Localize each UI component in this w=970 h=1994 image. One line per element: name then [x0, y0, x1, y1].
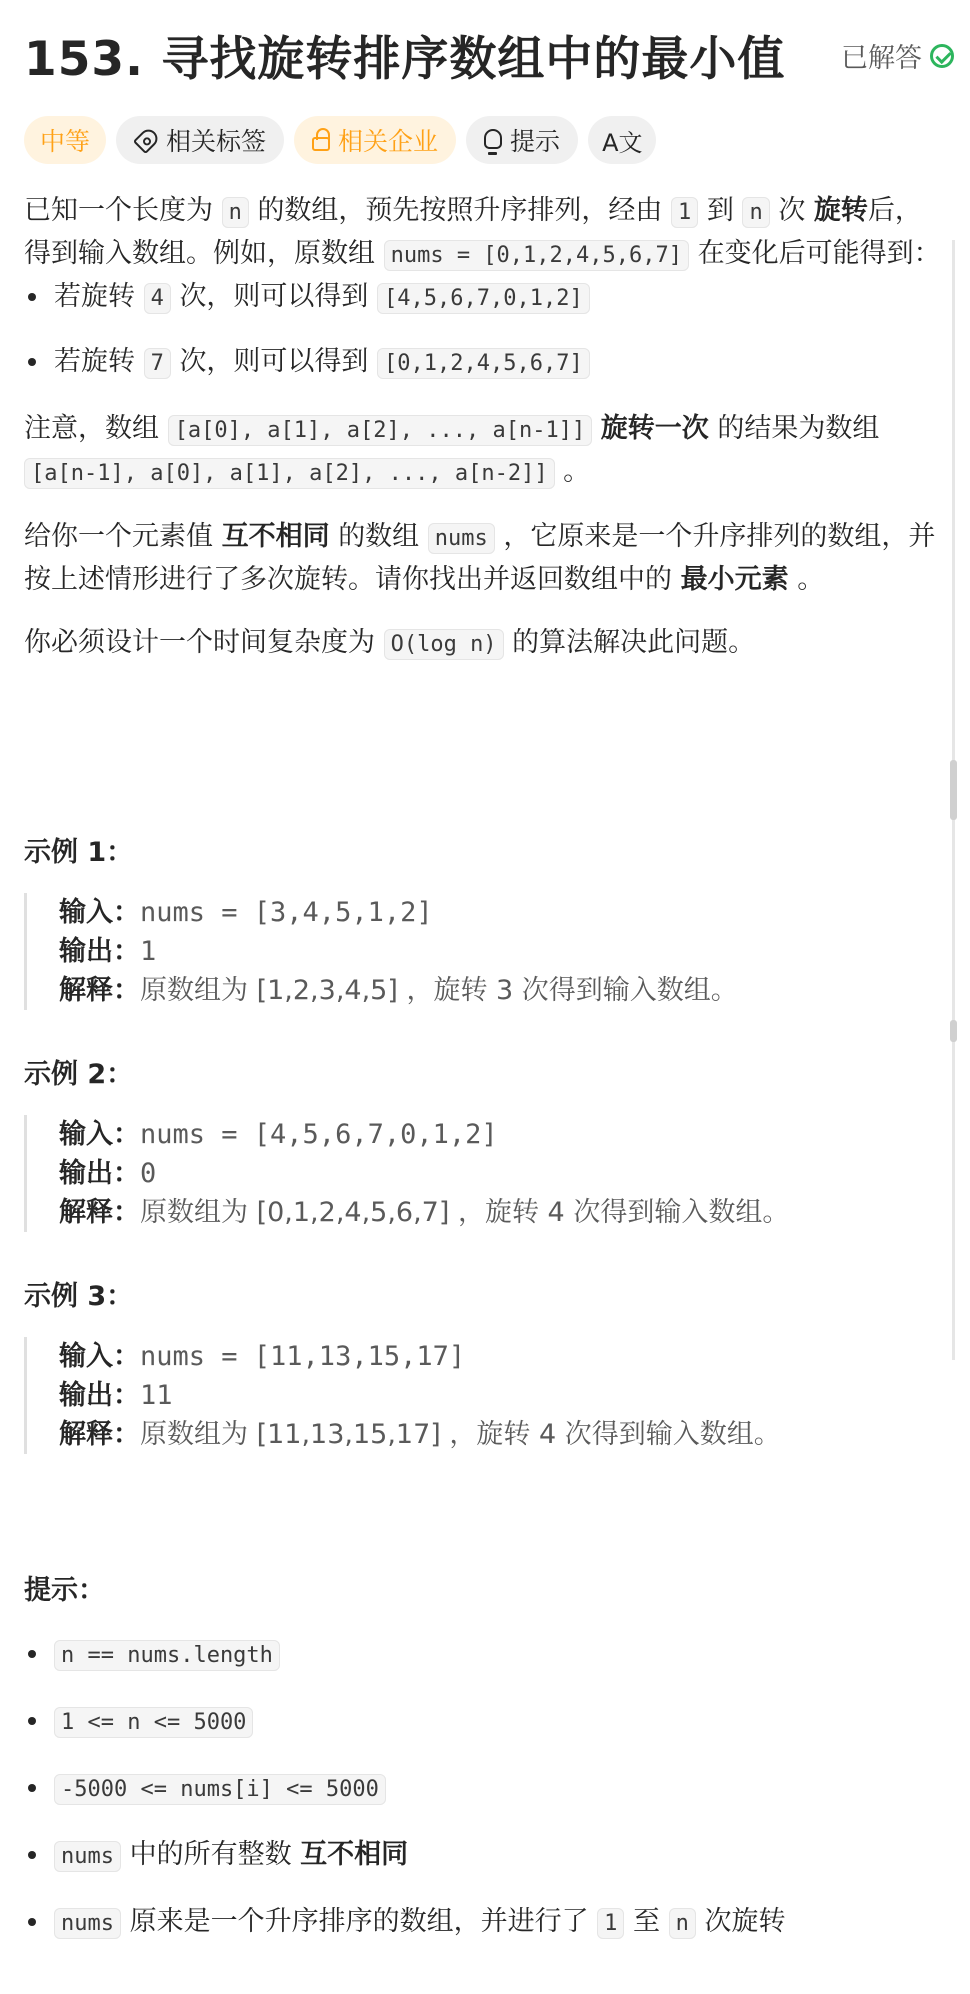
desc-paragraph-4: [24, 622, 944, 665]
text: 的数组: [338, 521, 420, 552]
title-row: [24, 22, 954, 87]
constraint-item: [24, 1700, 785, 1743]
explanation-label: 解释：: [59, 1419, 140, 1450]
code-inline: nums: [54, 1841, 121, 1872]
hint-button[interactable]: [466, 116, 578, 164]
constraints-list: [24, 1633, 785, 1968]
hint-label: 提示: [510, 127, 561, 156]
explanation-label: 解释：: [59, 975, 140, 1006]
code-inline: n: [669, 1908, 696, 1939]
tag-icon: [133, 126, 161, 154]
code-inline: nums = [0,1,2,4,5,6,7]: [384, 240, 689, 271]
text: 的数组，预先按照升序排列，经由: [257, 195, 663, 226]
input-label: 输入：: [59, 897, 140, 928]
code-inline: [a[0], a[1], a[2], ..., a[n-1]]: [168, 415, 593, 446]
constraint-item: [24, 1633, 785, 1676]
explanation-value: 原数组为 [11,13,15,17] ，旋转 4 次得到输入数组。: [140, 1419, 781, 1450]
explanation-value: 原数组为 [1,2,3,4,5] ，旋转 3 次得到输入数组。: [140, 975, 738, 1006]
list-item: [24, 276, 944, 319]
input-label: 输入：: [59, 1341, 140, 1372]
output-label: 输出：: [59, 936, 140, 967]
rotation-examples-list: [24, 276, 944, 384]
solved-status: [841, 36, 954, 75]
input-value: nums = [11,13,15,17]: [140, 1341, 466, 1372]
scrollbar-marker: [950, 1020, 957, 1042]
scrollbar-track[interactable]: [952, 240, 955, 1360]
bold-text: 最小元素: [680, 564, 789, 595]
desc-paragraph-1: [24, 190, 944, 276]
desc-paragraph-3: [24, 516, 944, 600]
text: 若旋转: [54, 281, 135, 312]
example-1-title: 示例 1：: [24, 837, 134, 868]
related-companies-label: 相关企业: [338, 127, 439, 156]
lightbulb-icon: [484, 129, 502, 149]
input-value: nums = [4,5,6,7,0,1,2]: [140, 1119, 498, 1150]
text: 中的所有整数: [129, 1839, 292, 1870]
check-circle-icon: [930, 44, 954, 68]
explanation-label: 解释：: [59, 1197, 140, 1228]
problem-title: 153. 寻找旋转排序数组中的最小值: [24, 32, 786, 87]
text: 给你一个元素值: [24, 521, 213, 552]
bold-text: 旋转一次: [600, 413, 709, 444]
code-inline: O(log n): [384, 629, 504, 660]
example-1-block: [24, 893, 738, 1010]
text: 次旋转: [704, 1906, 786, 1937]
code-inline: [a[n-1], a[0], a[1], a[2], ..., a[n-2]]: [24, 458, 555, 489]
text: 原来是一个升序排序的数组，并进行了: [129, 1906, 589, 1937]
code-inline: 1: [671, 197, 698, 228]
bold-text: 旋转: [813, 195, 868, 226]
text: 次，则可以得到: [179, 346, 369, 377]
code-inline: n: [742, 197, 769, 228]
output-value: 0: [140, 1158, 157, 1189]
related-companies-button[interactable]: [294, 116, 456, 164]
code-inline: n: [222, 197, 249, 228]
scrollbar-marker: [950, 760, 957, 820]
translate-button[interactable]: [588, 116, 656, 164]
text: 已知一个长度为: [24, 195, 213, 226]
text: 若旋转: [54, 346, 135, 377]
example-2-block: [24, 1115, 789, 1232]
text: 次: [778, 195, 806, 226]
related-tags-label: 相关标签: [166, 127, 267, 156]
code-inline: nums: [428, 523, 495, 554]
related-tags-button[interactable]: [116, 116, 284, 164]
explanation-value: 原数组为 [0,1,2,4,5,6,7] ，旋转 4 次得到输入数组。: [140, 1197, 790, 1228]
input-label: 输入：: [59, 1119, 140, 1150]
code-inline: -5000 <= nums[i] <= 5000: [54, 1774, 386, 1805]
desc-paragraph-2: [24, 408, 944, 494]
text: 。: [797, 564, 825, 595]
example-3-block: [24, 1337, 781, 1454]
bold-text: 互不相同: [300, 1839, 409, 1870]
list-item: [24, 341, 944, 384]
constraint-item: [24, 1767, 785, 1810]
text: 的结果为数组: [717, 413, 880, 444]
example-2-title: 示例 2：: [24, 1059, 134, 1090]
output-label: 输出：: [59, 1158, 140, 1189]
tag-bar: [24, 116, 656, 164]
text: 次，则可以得到: [179, 281, 369, 312]
code-inline: [0,1,2,4,5,6,7]: [377, 348, 590, 379]
code-inline: 1 <= n <= 5000: [54, 1707, 253, 1738]
code-inline: nums: [54, 1908, 121, 1939]
text: 在变化后可能得到：: [697, 238, 941, 269]
output-value: 11: [140, 1380, 173, 1411]
example-3-title: 示例 3：: [24, 1281, 134, 1312]
text: 到: [706, 195, 734, 226]
text: 的算法解决此问题。: [512, 627, 756, 658]
code-inline: 7: [144, 348, 171, 379]
code-inline: [4,5,6,7,0,1,2]: [377, 283, 590, 314]
code-inline: n == nums.length: [54, 1640, 280, 1671]
bold-text: 互不相同: [221, 521, 330, 552]
text: 。: [563, 456, 591, 487]
constraint-item: [24, 1901, 785, 1944]
translate-icon: A文: [602, 128, 643, 157]
text: 后，得到输入数组。例如，原数组: [24, 195, 922, 269]
text: 注意，数组: [24, 413, 159, 444]
lock-icon: [312, 137, 330, 151]
code-inline: 4: [144, 283, 171, 314]
constraint-item: [24, 1834, 785, 1877]
code-inline: 1: [597, 1908, 624, 1939]
solved-label: 已解答: [841, 43, 922, 74]
text: 你必须设计一个时间复杂度为: [24, 627, 375, 658]
text: ，它原来是一个升序排列的数组，并按上述情形进行了多次旋转。请你找出并返回数组中的: [24, 521, 936, 595]
input-value: nums = [3,4,5,1,2]: [140, 897, 433, 928]
constraints-title: 提示：: [24, 1575, 105, 1606]
output-value: 1: [140, 936, 157, 967]
output-label: 输出：: [59, 1380, 140, 1411]
problem-description: [24, 190, 944, 665]
difficulty-badge[interactable]: 中等: [24, 116, 106, 164]
text: 至: [633, 1906, 661, 1937]
